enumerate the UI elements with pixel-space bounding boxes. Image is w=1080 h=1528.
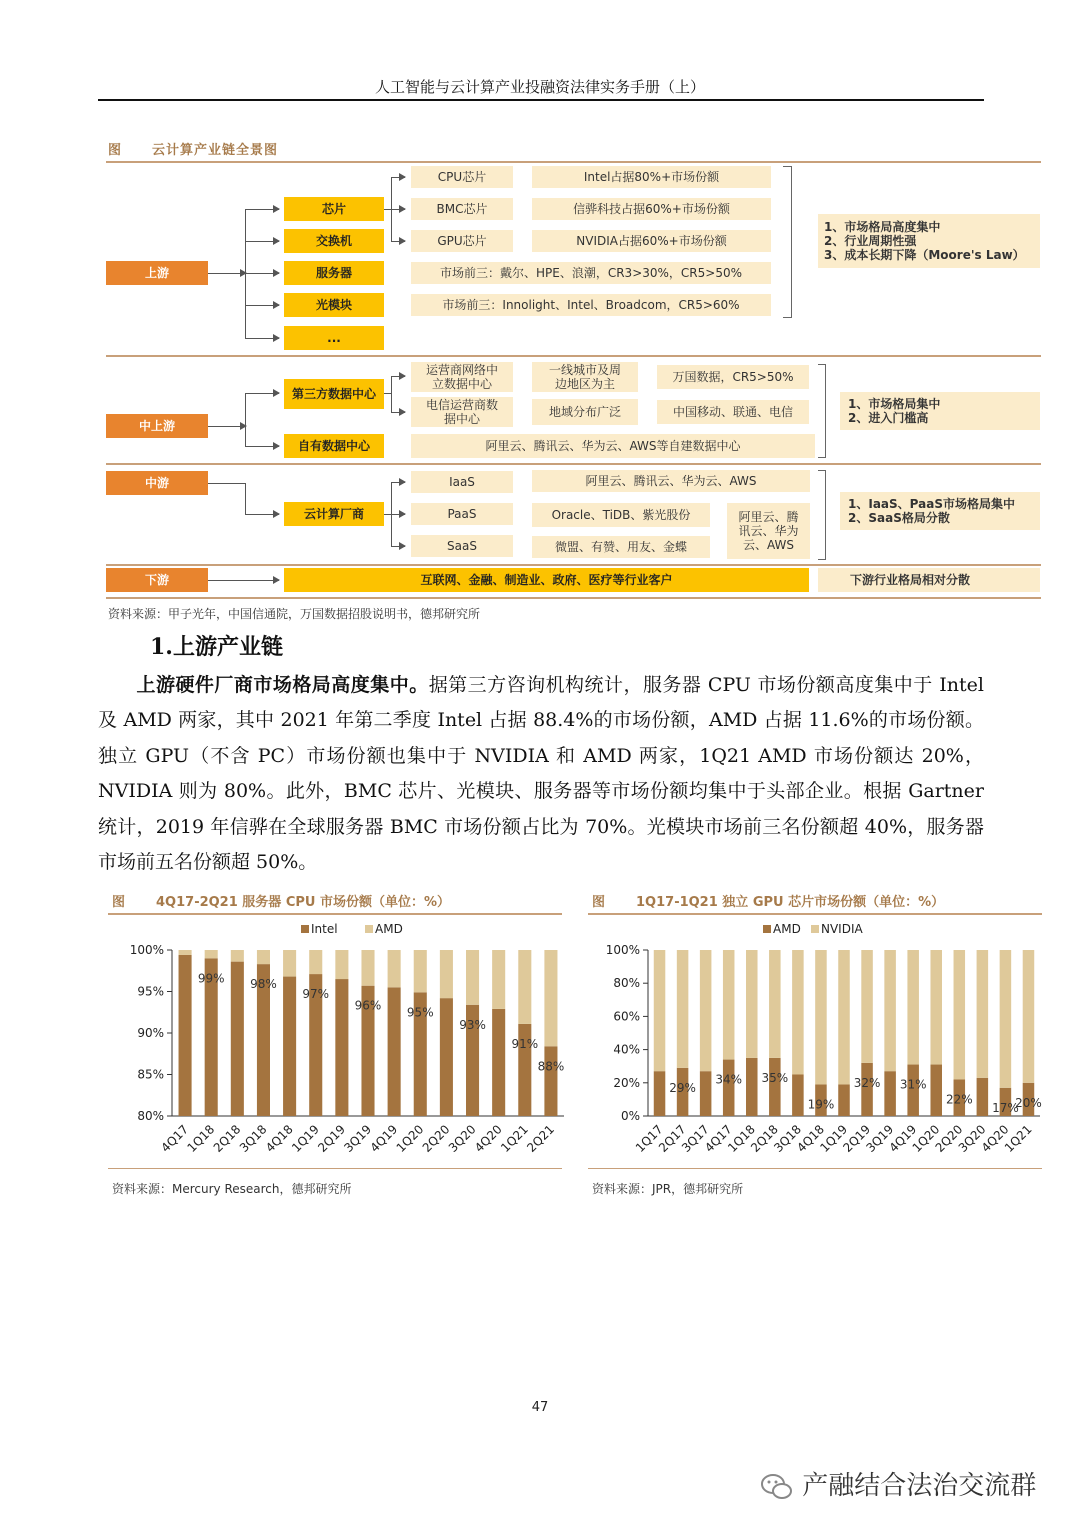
chart1-top-rule [108, 913, 562, 915]
legend-label: NVIDIA [821, 922, 863, 936]
chart1-bottom-rule [108, 1168, 562, 1169]
x-tick-label: 2Q20 [932, 1122, 966, 1156]
midstream-summary [840, 492, 1040, 530]
chart2-title: 1Q17-1Q21 独立 GPU 芯片市场份额（单位：%） [636, 895, 945, 910]
bar-segment [388, 987, 401, 1116]
data-label: 88% [537, 1059, 565, 1074]
connector [208, 426, 246, 427]
midstream-summary-line: 2、SaaS格局分散 [848, 511, 950, 525]
data-label: 17% [992, 1100, 1019, 1115]
bar-segment [414, 950, 427, 992]
upstream-item-server: 服务器 [284, 261, 384, 285]
cloud-vendor: 云计算厂商 [284, 502, 384, 526]
data-label: 97% [302, 987, 330, 1002]
data-label: 22% [945, 1092, 973, 1107]
chart1-title: 4Q17-2Q21 服务器 CPU 市场份额（单位：%） [156, 895, 450, 910]
connector [391, 376, 392, 412]
connector [245, 209, 279, 210]
bar-segment [884, 950, 896, 1071]
connector [391, 412, 405, 413]
data-label: 34% [715, 1072, 743, 1087]
x-tick-label: 4Q17 [702, 1122, 735, 1156]
gpu-share-chart [588, 918, 1048, 1168]
x-tick-label: 4Q20 [978, 1122, 1012, 1156]
figure-bottom-rule [106, 597, 1041, 599]
x-tick-label: 2Q18 [210, 1122, 244, 1156]
y-tick-label: 0% [620, 1109, 640, 1123]
chart2-bottom-rule [588, 1168, 1042, 1169]
stage-mid-upstream: 中上游 [106, 414, 208, 438]
wechat-icon [760, 1472, 794, 1502]
x-tick-label: 1Q21 [1001, 1122, 1035, 1156]
header-rule [98, 99, 984, 101]
x-tick-label: 3Q17 [678, 1122, 712, 1156]
data-label: 29% [669, 1080, 696, 1095]
bar-segment [977, 950, 989, 1078]
data-label: 35% [761, 1070, 789, 1085]
service-iaas: IaaS [411, 471, 513, 493]
bar-segment [518, 950, 531, 1024]
y-tick-label: 60% [613, 1009, 640, 1024]
bar-segment [492, 950, 505, 1009]
legend-label: AMD [375, 922, 403, 936]
x-tick-label: 4Q18 [262, 1122, 296, 1156]
upstream-summary-line: 1、市场格局高度集中 [824, 220, 941, 234]
stage-upstream: 上游 [106, 261, 208, 285]
bar-segment [977, 1078, 989, 1116]
saas-players: 微盟、有赞、用友、金蝶 [532, 536, 710, 558]
dc-player-gds: 万国数据，CR5>50% [657, 365, 809, 389]
bar-segment [283, 977, 296, 1116]
data-label: 31% [899, 1077, 927, 1092]
lead-sentence: 上游硬件厂商市场格局高度集中。 [136, 674, 429, 696]
connector [391, 482, 405, 483]
chip-bmc-share: 信骅科技占据60%+市场份额 [532, 198, 771, 220]
connector [391, 241, 405, 242]
connector [245, 305, 279, 306]
bar-segment [815, 950, 827, 1084]
connector [245, 393, 279, 394]
x-tick-label: 1Q19 [289, 1122, 322, 1156]
page-number: 47 [531, 1400, 549, 1415]
y-tick-label: 80% [137, 1109, 164, 1123]
y-tick-label: 85% [137, 1067, 164, 1082]
bar-segment [746, 950, 758, 1058]
bar-segment [466, 950, 479, 1005]
x-tick-label: 1Q19 [817, 1122, 851, 1156]
iaas-players: 阿里云、腾讯云、华为云、AWS [532, 470, 810, 492]
x-tick-label: 3Q19 [341, 1122, 375, 1156]
bar-segment [677, 950, 689, 1068]
bar-segment [361, 950, 374, 986]
chart2-source: 资料来源：JPR，德邦研究所 [592, 1182, 744, 1196]
legend-swatch [301, 925, 309, 933]
x-tick-label: 1Q18 [725, 1122, 758, 1156]
x-tick-label: 1Q20 [393, 1122, 427, 1156]
connector [391, 209, 405, 210]
y-tick-label: 90% [137, 1026, 164, 1040]
midstream-summary-line: 1、IaaS、PaaS市场格局集中 [848, 497, 1015, 511]
bar-segment [544, 950, 557, 1046]
x-tick-label: 1Q21 [498, 1122, 531, 1156]
chip-bmc: BMC芯片 [411, 198, 513, 220]
y-tick-label: 100% [605, 943, 640, 957]
bar-segment [179, 955, 192, 1116]
x-tick-label: 3Q20 [955, 1122, 989, 1156]
bar-segment [792, 1075, 804, 1117]
upstream-summary-line: 3、成本长期下降（Moore's Law） [824, 248, 1025, 262]
connector [208, 273, 246, 274]
section-heading: 1.上游产业链 [150, 634, 283, 660]
bar-segment [654, 950, 666, 1071]
y-tick-label: 20% [613, 1075, 640, 1090]
x-tick-label: 4Q19 [886, 1122, 920, 1156]
x-tick-label: 3Q18 [771, 1122, 805, 1156]
connector [208, 483, 246, 484]
bar-segment [309, 950, 322, 974]
mid-upstream-summary [840, 392, 1040, 430]
data-label: 32% [853, 1075, 881, 1090]
bar-segment [723, 1060, 735, 1116]
x-tick-label: 2Q21 [524, 1122, 558, 1156]
connector [391, 376, 405, 377]
bar-segment [388, 950, 401, 987]
x-tick-label: 4Q19 [367, 1122, 401, 1156]
dc-type-neutral: 运营商网络中立数据中心 [411, 362, 513, 392]
chip-gpu-share: NVIDIA占据60%+市场份额 [532, 230, 771, 252]
upstream-summary [818, 214, 1040, 268]
figure-source: 资料来源：甲子光年，中国信通院，万国数据招股说明书，德邦研究所 [108, 607, 481, 621]
connector [245, 514, 279, 515]
dc-type-telecom: 电信运营商数据中心 [411, 397, 513, 427]
x-tick-label: 4Q20 [472, 1122, 505, 1156]
self-built-dc: 自有数据中心 [284, 434, 384, 458]
bar-segment [1000, 950, 1012, 1088]
bar-segment [723, 950, 735, 1060]
x-tick-label: 3Q18 [236, 1122, 270, 1156]
section-rule [106, 564, 1041, 566]
upstream-item-chip: 芯片 [284, 197, 384, 221]
x-tick-label: 2Q19 [315, 1122, 348, 1156]
connector [391, 177, 405, 178]
connector [391, 546, 405, 547]
figure-label: 图 [108, 143, 123, 158]
x-tick-label: 4Q18 [794, 1122, 828, 1156]
connector [245, 273, 279, 274]
chip-cpu: CPU芯片 [411, 166, 513, 188]
bar-segment [544, 1046, 557, 1116]
bar-segment [907, 950, 919, 1065]
legend-label: AMD [773, 922, 801, 936]
upstream-item-more: ... [284, 326, 384, 350]
bar-segment [440, 950, 453, 998]
bar-segment [1023, 950, 1035, 1083]
stage-midstream: 中游 [106, 471, 208, 495]
bar-segment [838, 1084, 850, 1116]
self-built-note: 阿里云、腾讯云、华为云、AWS等自建数据中心 [411, 434, 815, 458]
bar-segment [492, 1009, 505, 1116]
chart2-label: 图 [592, 895, 606, 910]
stage-downstream: 下游 [106, 568, 208, 592]
bar-segment [930, 1065, 942, 1116]
bar-segment [205, 950, 218, 958]
bar-segment [838, 950, 850, 1084]
paas-players: Oracle、TiDB、紫光股份 [532, 503, 710, 527]
connector [245, 241, 279, 242]
data-label: 96% [354, 998, 382, 1013]
upstream-item-optical: 光模块 [284, 293, 384, 317]
section-rule [106, 355, 1041, 357]
legend-label: Intel [311, 922, 338, 936]
chart2-top-rule [588, 913, 1042, 915]
bracket [818, 470, 826, 560]
server-note: 市场前三：戴尔、HPE、浪潮，CR3>30%，CR5>50% [411, 262, 771, 284]
bracket [818, 364, 826, 458]
section-rule [106, 463, 1041, 465]
x-tick-label: 3Q20 [445, 1122, 479, 1156]
data-label: 98% [250, 977, 277, 992]
bar-segment [257, 950, 270, 964]
connector [245, 393, 246, 446]
bar-segment [283, 950, 296, 977]
dc-location-tier1: 一线城市及周边地区为主 [532, 362, 638, 392]
x-tick-label: 1Q17 [632, 1122, 666, 1156]
chart1-label: 图 [112, 895, 126, 910]
bar-segment [231, 950, 244, 962]
legend-swatch [365, 925, 373, 933]
y-tick-label: 100% [129, 943, 164, 957]
bar-segment [179, 950, 192, 955]
bar-segment [746, 1058, 758, 1116]
bar-segment [884, 1071, 896, 1116]
bar-segment [335, 979, 348, 1116]
bar-segment [930, 950, 942, 1065]
bar-segment [769, 950, 781, 1058]
bar-segment [700, 950, 712, 1071]
third-party-dc: 第三方数据中心 [284, 379, 384, 409]
downstream-customers: 互联网、金融、制造业、政府、医疗等行业客户 [284, 568, 809, 592]
chip-gpu: GPU芯片 [411, 230, 513, 252]
chart1-source: 资料来源：Mercury Research，德邦研究所 [112, 1182, 352, 1196]
service-saas: SaaS [411, 535, 513, 557]
x-tick-label: 4Q17 [158, 1122, 192, 1156]
data-label: 99% [197, 971, 225, 986]
bracket [783, 166, 792, 318]
bar-segment [954, 950, 966, 1079]
data-label: 19% [807, 1097, 835, 1112]
x-tick-label: 2Q18 [748, 1122, 781, 1156]
x-tick-label: 1Q18 [184, 1122, 218, 1156]
bar-segment [231, 962, 244, 1116]
x-tick-label: 2Q20 [419, 1122, 453, 1156]
x-tick-label: 1Q20 [909, 1122, 943, 1156]
y-tick-label: 95% [137, 984, 164, 999]
bar-segment [769, 1058, 781, 1116]
bar-segment [861, 950, 873, 1063]
y-tick-label: 80% [613, 976, 640, 991]
running-header: 人工智能与云计算产业投融资法律实务手册（上） [374, 78, 705, 96]
cpu-share-chart [108, 918, 568, 1168]
connector [208, 580, 279, 581]
connector [391, 514, 405, 515]
bar-segment [792, 950, 804, 1075]
mid-upstream-summary-line: 2、进入门槛高 [848, 411, 929, 425]
paas-extra-players: 阿里云、腾讯云、华为云、AWS [727, 503, 810, 559]
data-label: 20% [1015, 1095, 1042, 1110]
upstream-summary-line: 2、行业周期性强 [824, 234, 917, 248]
legend-swatch [763, 925, 771, 933]
figure-title: 云计算产业链全景图 [152, 143, 279, 158]
upstream-item-switch: 交换机 [284, 229, 384, 253]
bar-segment [654, 1071, 666, 1116]
chip-cpu-share: Intel占据80%+市场份额 [532, 166, 771, 188]
bar-segment [440, 998, 453, 1116]
dc-location-wide: 地域分布广泛 [532, 399, 638, 425]
legend-swatch [811, 925, 819, 933]
watermark-text: 产融结合法治交流群 [802, 1471, 1037, 1501]
watermark [760, 1465, 1036, 1502]
connector [245, 483, 246, 514]
downstream-summary: 下游行业格局相对分散 [818, 568, 1040, 592]
optical-note: 市场前三：Innolight、Intel、Broadcom，CR5>60% [411, 294, 771, 316]
service-paas: PaaS [411, 503, 513, 525]
bar-segment [700, 1071, 712, 1116]
figure-top-rule [106, 161, 1041, 163]
x-tick-label: 3Q19 [863, 1122, 897, 1156]
data-label: 93% [459, 1017, 486, 1032]
x-tick-label: 2Q19 [840, 1122, 874, 1156]
x-tick-label: 2Q17 [655, 1122, 689, 1156]
body-paragraph [98, 668, 984, 880]
data-label: 91% [511, 1036, 539, 1051]
bar-segment [335, 950, 348, 979]
connector [245, 446, 279, 447]
data-label: 95% [406, 1005, 434, 1020]
body-text: 据第三方咨询机构统计，服务器 CPU 市场份额高度集中于 Intel 及 AMD 两家，其中 2021 年第二季度 Intel 占据 88.4%的市场份额，AMD 占据 11.6%的市场份额。独立 GPU（不含 PC）市场份额也集中于 NVIDIA 和 AMD 两家，1Q21 AMD 市场份额达 20%，NVIDIA 则为 80%。此外，BMC 芯片、光模块、服务器等市场份额均集中于头部企业。根据 Gartner 统计，2019 年信骅在全球服务器 BMC 市场份额占比为 70%。光模块市场前三名份额超 40%，服务器市场前五名份额超 50%。 [98, 674, 984, 874]
mid-upstream-summary-line: 1、市场格局集中 [848, 397, 941, 411]
connector [245, 338, 279, 339]
y-tick-label: 40% [613, 1042, 640, 1057]
dc-player-telecom: 中国移动、联通、电信 [657, 400, 809, 424]
